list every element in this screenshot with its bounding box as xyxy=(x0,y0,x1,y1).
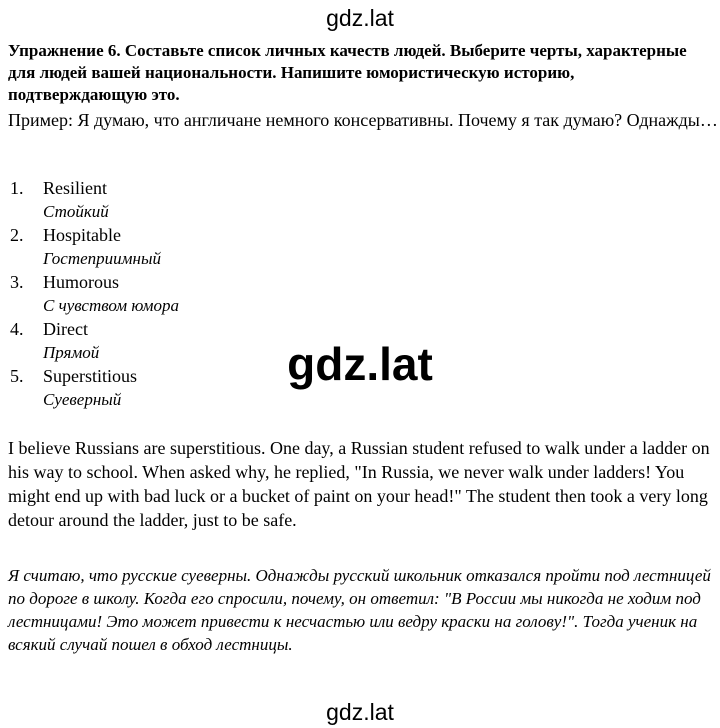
watermark-top: gdz.lat xyxy=(326,5,394,31)
watermark-middle: gdz.lat xyxy=(287,338,433,390)
item-number: 2. xyxy=(10,225,24,245)
story-russian: Я считаю, что русские суеверны. Однажды русский школьник отказался пройти под лестницей по дороге в школу. Когда его спросили, почему, он ответил: "В России мы никогда не ходим под лестницами! Это может привести к несчастью или ведру краски на голову!". Тогда ученик на всякий случай пошел в обход лестницы. xyxy=(8,566,711,654)
quality-english: Humorous xyxy=(43,272,119,292)
story-english: I believe Russians are superstitious. One day, a Russian student refused to walk under a ladder on his way to school. When asked why, he replied, "In Russia, we never walk under ladders! You might end up with bad luck or a bucket of paint on your head!" The student then took a very long detour around the ladder, just to be safe. xyxy=(8,438,710,530)
watermark-bottom: gdz.lat xyxy=(326,699,394,725)
quality-english: Superstitious xyxy=(43,366,138,386)
quality-english: Direct xyxy=(43,319,88,339)
task-example: Пример: Я думаю, что англичане немного консервативны. Почему я так думаю? Однажды… xyxy=(8,110,718,130)
quality-russian: С чувством юмора xyxy=(43,296,180,315)
task-heading: Упражнение 6. Составьте список личных качеств людей. Выберите черты, характерные для людей вашей национальности. Напишите юмористическую историю, подтверждающую это. xyxy=(8,41,687,104)
item-number: 4. xyxy=(10,319,24,339)
quality-english: Hospitable xyxy=(43,225,121,245)
quality-english: Resilient xyxy=(43,178,107,198)
quality-russian: Гостеприимный xyxy=(43,249,161,268)
quality-russian: Суеверный xyxy=(43,390,122,409)
item-number: 5. xyxy=(10,366,24,386)
quality-russian: Прямой xyxy=(43,343,100,362)
item-number: 3. xyxy=(10,272,24,292)
quality-russian: Стойкий xyxy=(43,202,109,221)
item-number: 1. xyxy=(10,178,24,198)
